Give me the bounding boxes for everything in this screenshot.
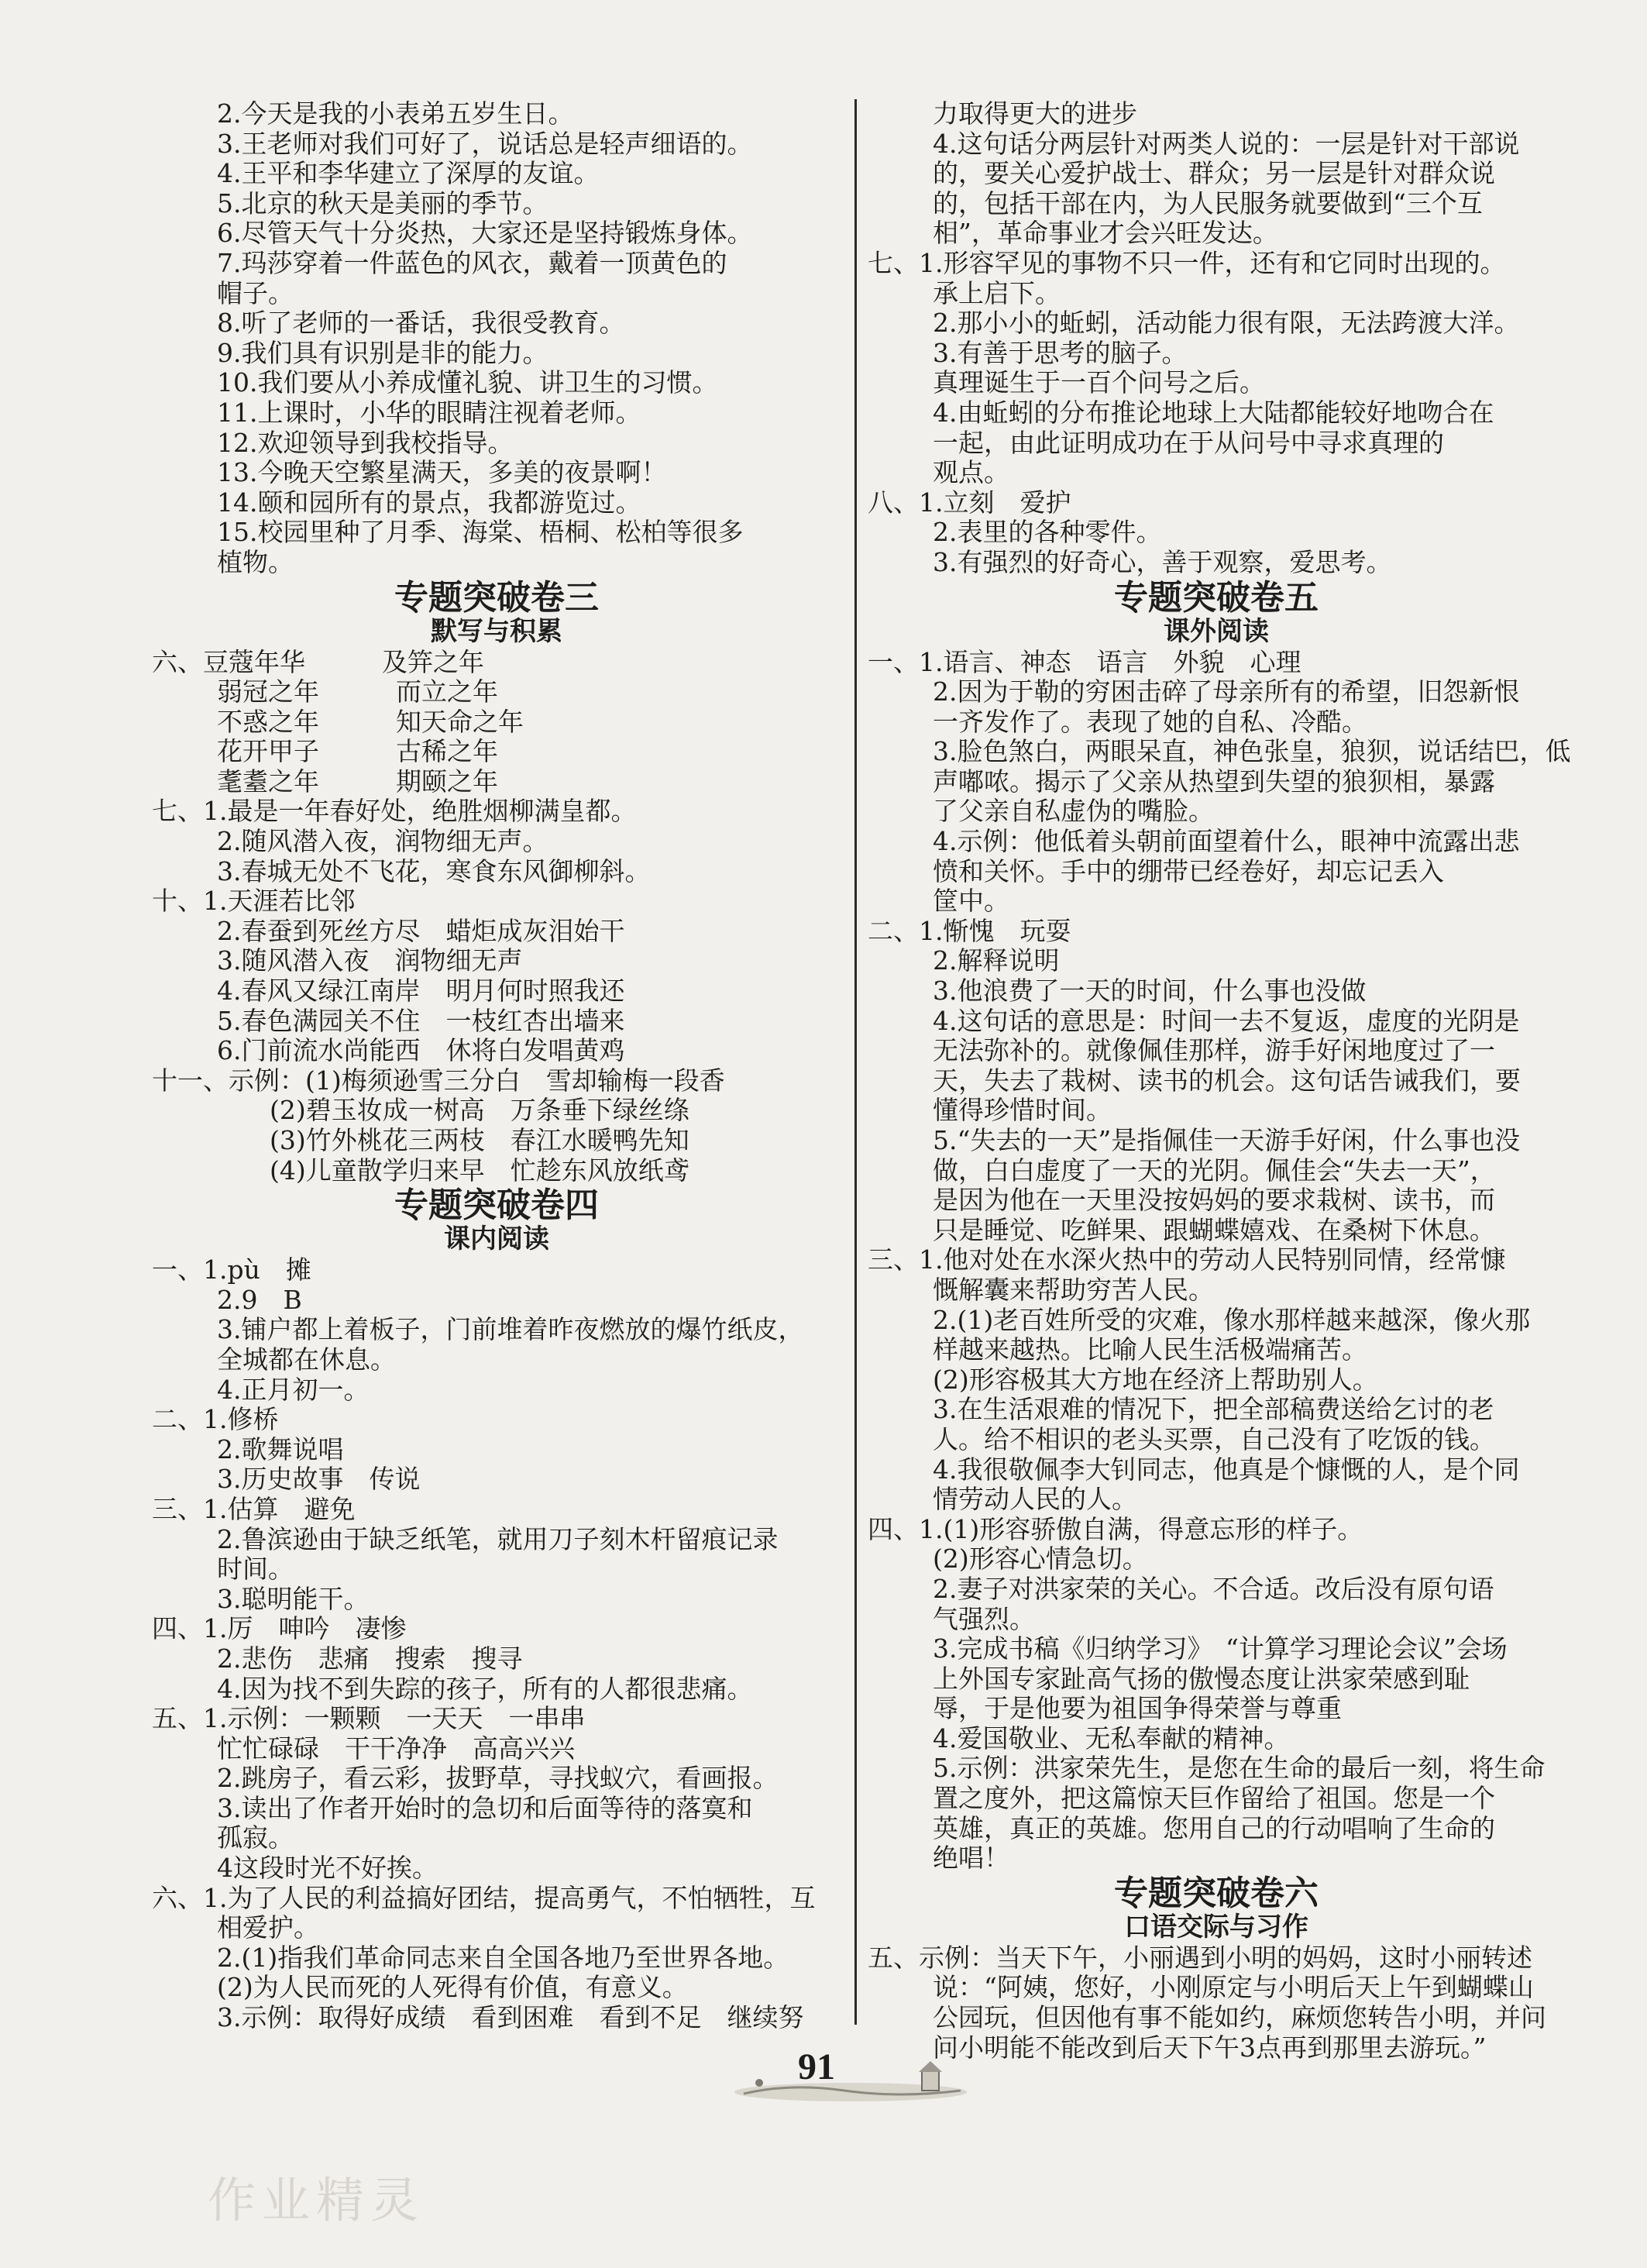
answer-line: 十一、示例：(1)梅须逊雪三分白 雪却输梅一段香 [152, 1065, 725, 1096]
answer-line: 花开甲子 古稀之年 [217, 736, 498, 767]
watermark-text: 作业精灵 [208, 2172, 425, 2228]
answer-line: 绝唱！ [933, 1843, 1009, 1874]
answer-line: 2.因为于勒的穷困击碎了母亲所有的希望，旧怨新恨 [933, 676, 1520, 707]
answer-line: 10.我们要从小养成懂礼貌、讲卫生的习惯。 [217, 367, 718, 398]
answer-line: 筐中。 [933, 886, 1009, 917]
section-4-title: 专题突破卷四 [394, 1186, 599, 1226]
answer-line: 5.春色满园关不住 一枝红杏出墙来 [217, 1005, 625, 1036]
answer-line: 六、豆蔻年华 及笄之年 [152, 646, 484, 677]
answer-line: 2.悲伤 悲痛 搜索 搜寻 [217, 1643, 523, 1674]
answer-line: (2)形容极其大方地在经济上帮助别人。 [933, 1364, 1378, 1395]
answer-line: 7.玛莎穿着一件蓝色的风衣，戴着一顶黄色的 [217, 247, 727, 278]
answer-line: 11.上课时，小华的眼睛注视着老师。 [217, 397, 641, 428]
answer-line: 4.爱国敬业、无私奉献的精神。 [933, 1723, 1290, 1753]
answer-line: 3.示例：取得好成绩 看到困难 看到不足 继续努 [217, 2002, 804, 2033]
answer-line: 一起，由此证明成功在于从问号中寻求真理的 [933, 427, 1444, 458]
section-6-title: 专题突破卷六 [1114, 1873, 1319, 1913]
answer-line: 六、1.为了人民的利益搞好团结，提高勇气，不怕牺牲，互 [152, 1882, 816, 1913]
answer-line: 的，要关心爱护战士、群众；另一层是针对群众说 [933, 158, 1495, 189]
answer-line: 植物。 [217, 546, 294, 577]
answer-line: 是因为他在一天里没按妈妈的要求栽树、读书，而 [933, 1185, 1495, 1216]
section-6-answers [868, 1943, 1565, 2063]
answer-line: 了父亲自私虚伪的嘴脸。 [933, 796, 1214, 827]
answer-line: 3.随风潜入夜 润物细无声 [217, 945, 523, 976]
answer-line: 3.春城无处不飞花，寒食东风御柳斜。 [217, 855, 651, 886]
answer-line: 2.妻子对洪家荣的关心。不合适。改后没有原句语 [933, 1573, 1494, 1604]
answer-line: 气强烈。 [933, 1603, 1035, 1634]
answer-line: 5.北京的秋天是美丽的季节。 [217, 188, 548, 219]
answer-line: 人。给不相识的老头买票，自己没有了吃饭的钱。 [933, 1423, 1495, 1454]
answer-line: 声嘟哝。揭示了父亲从热望到失望的狼狈相，暴露 [933, 766, 1495, 797]
answer-line: 真理诞生于一百个问号之后。 [933, 367, 1265, 398]
section-3-subtitle: 默写与积累 [431, 615, 562, 647]
answer-line: 只是睡觉、吃鲜果、跟蝴蝶嬉戏、在桑树下休息。 [933, 1214, 1495, 1245]
section-4-answers [152, 1255, 841, 2032]
answer-line: 2.鲁滨逊由于缺乏纸笔，就用刀子刻木杆留痕记录 [217, 1523, 779, 1554]
answer-line: 七、1.形容罕见的事物不只一件，还有和它同时出现的。 [868, 247, 1506, 278]
answer-line: 2.跳房子，看云彩，拔野草，寻找蚁穴，看画报。 [217, 1763, 779, 1794]
answer-line: 二、1.惭愧 玩耍 [868, 915, 1071, 946]
section-5-subtitle: 课外阅读 [1164, 615, 1269, 647]
answer-line: 相”，革命事业才会兴旺发达。 [933, 218, 1278, 249]
answer-line: 4.这句话的意思是：时间一去不复返，虚度的光阴是 [933, 1005, 1520, 1036]
answer-line: (3)竹外桃花三两枝 春江水暖鸭先知 [270, 1125, 689, 1155]
answer-line: 力取得更大的进步 [933, 98, 1137, 129]
answer-line: 一、1.pù 摊 [152, 1254, 311, 1285]
answer-line: 相爱护。 [217, 1912, 319, 1943]
answer-line: 4.正月初一。 [217, 1374, 370, 1405]
answer-line: 3.完成书稿《归纳学习》 “计算学习理论会议”会场 [933, 1633, 1508, 1664]
answer-line: (2)为人民而死的人死得有价值，有意义。 [217, 1972, 688, 2003]
answer-line: 承上启下。 [933, 277, 1061, 308]
answer-line: 8.听了老师的一番话，我很受教育。 [217, 308, 625, 339]
section-3-answers [152, 648, 841, 1186]
answer-line: (2)形容心情急切。 [933, 1544, 1148, 1575]
answer-line: 四、1.(1)形容骄傲自满，得意忘形的样子。 [868, 1513, 1363, 1544]
answer-line: 4.因为找不到失踪的孩子，所有的人都很悲痛。 [217, 1673, 753, 1704]
answer-line: 15.校园里种了月季、海棠、梧桐、松柏等很多 [217, 517, 744, 548]
answer-line: 无法弥补的。就像佩佳那样，游手好闲地度过了一 [933, 1035, 1495, 1066]
answer-line: 6.门前流水尚能西 休将白发唱黄鸡 [217, 1035, 625, 1066]
answer-line: 4.示例：他低着头朝前面望着什么，眼神中流露出悲 [933, 826, 1520, 857]
answer-line: 2.那小小的蚯蚓，活动能力很有限，无法跨渡大洋。 [933, 308, 1520, 339]
answer-line: 说：“阿姨，您好，小刚原定与小明后天上午到蝴蝶山 [933, 1972, 1534, 2003]
column-divider [854, 99, 857, 2025]
answer-line: 3.历史故事 传说 [217, 1464, 421, 1495]
answer-line: 三、1.他对处在水深火热中的劳动人民特别同情，经常慷 [868, 1244, 1506, 1275]
answer-line: 懂得珍惜时间。 [933, 1095, 1112, 1126]
answer-line: 2.随风潜入夜，润物细无声。 [217, 826, 548, 857]
answer-line: 2.今天是我的小表弟五岁生日。 [217, 98, 574, 129]
answer-line: 五、1.示例：一颗颗 一天天 一串串 [152, 1703, 586, 1734]
answer-line: 3.读出了作者开始时的急切和后面等待的落寞和 [217, 1792, 753, 1823]
answer-line: 3.在生活艰难的情况下，把全部稿费送给乞讨的老 [933, 1394, 1494, 1425]
answer-line: 3.铺户都上着板子，门前堆着昨夜燃放的爆竹纸皮， [217, 1314, 804, 1345]
answer-line: 3.他浪费了一天的时间，什么事也没做 [933, 976, 1367, 1007]
answer-line: 三、1.估算 避免 [152, 1493, 356, 1524]
answer-line: 情劳动人民的人。 [933, 1484, 1137, 1515]
answer-line: 2.解释说明 [933, 945, 1060, 976]
answer-line: 天，失去了栽树、读书的机会。这句话告诫我们，要 [933, 1065, 1521, 1096]
left-column [152, 99, 841, 2033]
section-4-subtitle: 课内阅读 [444, 1223, 549, 1255]
answer-line: 慨解囊来帮助穷苦人民。 [933, 1274, 1214, 1305]
answer-line: 一、1.语言、神态 语言 外貌 心理 [868, 646, 1301, 677]
answer-line: 2.(1)老百姓所受的灾难，像水那样越来越深，像火那 [933, 1304, 1531, 1335]
answer-line: 样越来越热。比喻人民生活极端痛苦。 [933, 1334, 1367, 1365]
answer-line: 5.“失去的一天”是指佩佳一天游手好闲，什么事也没 [933, 1125, 1521, 1155]
section-5-title: 专题突破卷五 [1114, 577, 1319, 618]
answer-line: 五、示例：当天下午，小丽遇到小明的妈妈，这时小丽转述 [868, 1942, 1532, 1973]
answer-line: 4这段时光不好挨。 [217, 1853, 438, 1884]
answer-line: 愤和关怀。手中的绷带已经卷好，却忘记丢入 [933, 855, 1444, 886]
answer-line: 4.春风又绿江南岸 明月何时照我还 [217, 976, 625, 1007]
answer-line: 的，包括干部在内，为人民服务就要做到“三个互 [933, 188, 1483, 219]
answer-line: 3.聪明能干。 [217, 1583, 370, 1614]
answer-line: 4.我很敬佩李大钊同志，他真是个慷慨的人，是个同 [933, 1454, 1520, 1485]
section-5-answers [868, 646, 1571, 1874]
answer-line: 5.示例：洪家荣先生，是您在生命的最后一刻，将生命 [933, 1753, 1546, 1784]
answer-line: 3.有善于思考的脑子。 [933, 337, 1188, 368]
answer-line: 时间。 [217, 1554, 294, 1585]
answer-line: 13.今晚天空繁星满天，多美的夜景啊！ [217, 457, 667, 488]
answer-line: 忙忙碌碌 干干净净 高高兴兴 [217, 1733, 575, 1764]
answer-line: 耄耋之年 期颐之年 [217, 766, 498, 797]
answer-line: 做，白白虚度了一天的光阴。佩佳会“失去一天”， [933, 1155, 1496, 1186]
section-6-subtitle: 口语交际与习作 [1124, 1911, 1308, 1943]
right-column [868, 98, 1571, 2063]
right-answers-continued [868, 99, 1565, 578]
answer-line: 帽子。 [217, 277, 294, 308]
answer-line: 七、1.最是一年春好处，绝胜烟柳满皇都。 [152, 796, 637, 827]
answer-line: 辱，于是他要为祖国争得荣誉与尊重 [933, 1693, 1342, 1724]
section-3-title: 专题突破卷三 [394, 577, 599, 618]
answer-line: 6.尽管天气十分炎热，大家还是坚持锻炼身体。 [217, 218, 753, 249]
answer-line: 观点。 [933, 457, 1009, 488]
answer-line: 弱冠之年 而立之年 [217, 676, 498, 707]
answer-line: 12.欢迎领导到我校指导。 [217, 427, 514, 458]
answer-line: 八、1.立刻 爱护 [868, 487, 1071, 518]
left-answers-continued [152, 99, 841, 578]
answer-line: 2.9 B [217, 1284, 302, 1315]
answer-line: 四、1.厉 呻吟 凄惨 [152, 1613, 407, 1644]
answer-line: 置之度外，把这篇惊天巨作留给了祖国。您是一个 [933, 1783, 1495, 1814]
answer-line: 2.表里的各种零件。 [933, 517, 1162, 548]
answer-line: 一齐发作了。表现了她的自私、冷酷。 [933, 706, 1367, 737]
page-number: 91 [798, 2046, 835, 2087]
answer-line: 4.由蚯蚓的分布推论地球上大陆都能较好地吻合在 [933, 397, 1494, 428]
answer-line: 全城都在休息。 [217, 1344, 396, 1375]
answer-line: 2.(1)指我们革命同志来自全国各地乃至世界各地。 [217, 1942, 789, 1973]
answer-line: 4.王平和李华建立了深厚的友谊。 [217, 158, 600, 189]
answer-line: 3.王老师对我们可好了，说话总是轻声细语的。 [217, 128, 753, 159]
answer-line: 二、1.修桥 [152, 1404, 279, 1435]
answer-line: 2.春蚕到死丝方尽 蜡炬成灰泪始干 [217, 915, 625, 946]
answer-line: 公园玩，但因他有事不能如约，麻烦您转告小明，并问 [933, 2002, 1546, 2033]
answer-line: 3.脸色煞白，两眼呆直，神色张皇，狼狈，说话结巴，低 [933, 736, 1571, 767]
answer-line: (2)碧玉妆成一树高 万条垂下绿丝绦 [270, 1095, 689, 1126]
answer-line: 4.这句话分两层针对两类人说的：一层是针对干部说 [933, 128, 1520, 159]
answer-line: (4)儿童散学归来早 忙趁东风放纸鸢 [270, 1155, 689, 1186]
answer-line: 英雄，真正的英雄。您用自己的行动唱响了生命的 [933, 1812, 1495, 1843]
answer-line: 孤寂。 [217, 1822, 294, 1853]
answer-line: 9.我们具有识别是非的能力。 [217, 337, 548, 368]
answer-line: 十、1.天涯若比邻 [152, 886, 356, 917]
answer-line: 上外国专家趾高气扬的傲慢态度让洪家荣感到耻 [933, 1663, 1470, 1694]
answer-line: 2.歌舞说唱 [217, 1433, 344, 1464]
page-footer-decoration [728, 2060, 973, 2106]
answer-line: 问小明能不能改到后天下午3点再到那里去游玩。” [933, 2032, 1487, 2063]
answer-line: 3.有强烈的好奇心，善于观察，爱思考。 [933, 546, 1392, 577]
answer-line: 14.颐和园所有的景点，我都游览过。 [217, 487, 641, 518]
answer-line: 不惑之年 知天命之年 [217, 706, 524, 737]
